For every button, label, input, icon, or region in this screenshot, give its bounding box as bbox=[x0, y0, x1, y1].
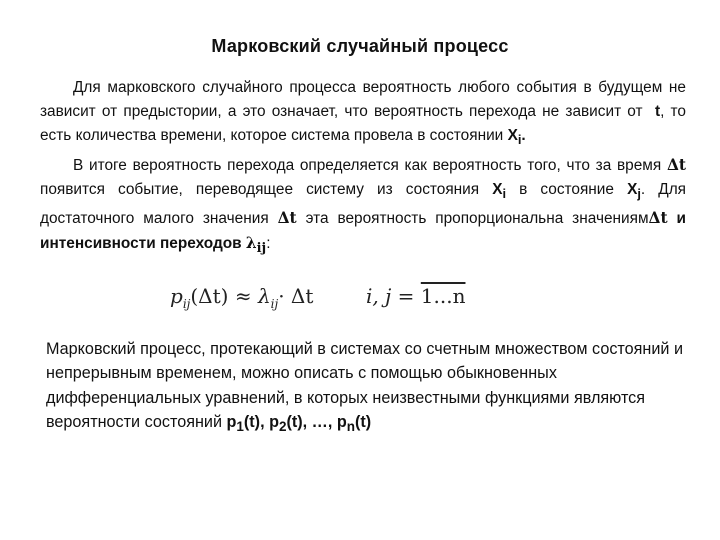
paragraph-differential-equations bbox=[46, 337, 706, 440]
p2-text-3: в состояние bbox=[519, 180, 614, 198]
body-text bbox=[40, 76, 686, 262]
p2-state-xj: $X_j$ bbox=[627, 180, 641, 201]
p1-state-x: $X_i$ bbox=[507, 127, 522, 148]
p2-text-5: эта вероятность пропорциональна значениям bbox=[305, 210, 649, 228]
p2-delta-t-1: Δt bbox=[666, 155, 686, 174]
p2-text-1: В итоге вероятность перехода определяется как вероятность того, что за время bbox=[73, 156, 662, 174]
formula-transition-probability: $p_{ij}(\Delta t) \approx \lambda_{ij}\cdot \Delta t$ bbox=[170, 284, 314, 311]
p2-text-7: : bbox=[266, 235, 271, 253]
p2-text-2: появится событие, переводящее систему из состояния bbox=[40, 180, 480, 198]
p2-state-xi: $X_i$ bbox=[492, 180, 507, 201]
slide-title: Марковский случайный процесс bbox=[211, 36, 509, 56]
p2-delta-t-3: Δt bbox=[648, 209, 668, 228]
formula-index-range: i, j = 1...n bbox=[366, 284, 466, 308]
p1-text-1: Для марковского случайного процесса вероятность любого события в будущем не зависит от предыстории, а это означает, что вероятность перехода не зависит от bbox=[40, 79, 686, 121]
p3-state-probabilities: $p_1(t)$, $p_2(t)$, …, $p_n(t)$ bbox=[226, 413, 372, 435]
p2-text-4: . Для достаточного малого значения bbox=[40, 180, 687, 228]
p1-text-3: . bbox=[521, 127, 526, 145]
p2-lambda-ij: $\lambda_{ij}$ bbox=[245, 234, 267, 257]
p1-text-2: , то есть количества времени, которое система провела в состоянии bbox=[40, 103, 686, 145]
paragraph-markov-definition bbox=[40, 76, 686, 153]
p2-delta-t-2: Δt bbox=[277, 209, 297, 228]
p1-t-symbol: t bbox=[654, 103, 661, 121]
p3-text: Марковский процесс, протекающий в системах со счетным множеством состояний и непрерывным временем, можно описать с помощью обыкновенных дифференциальных уравнений, в которых неизвестными функциями являются вероятности состояний bbox=[46, 340, 683, 432]
paragraph-transition-probability bbox=[40, 153, 686, 262]
p2-text-6: и интенсивности переходов bbox=[40, 210, 686, 253]
